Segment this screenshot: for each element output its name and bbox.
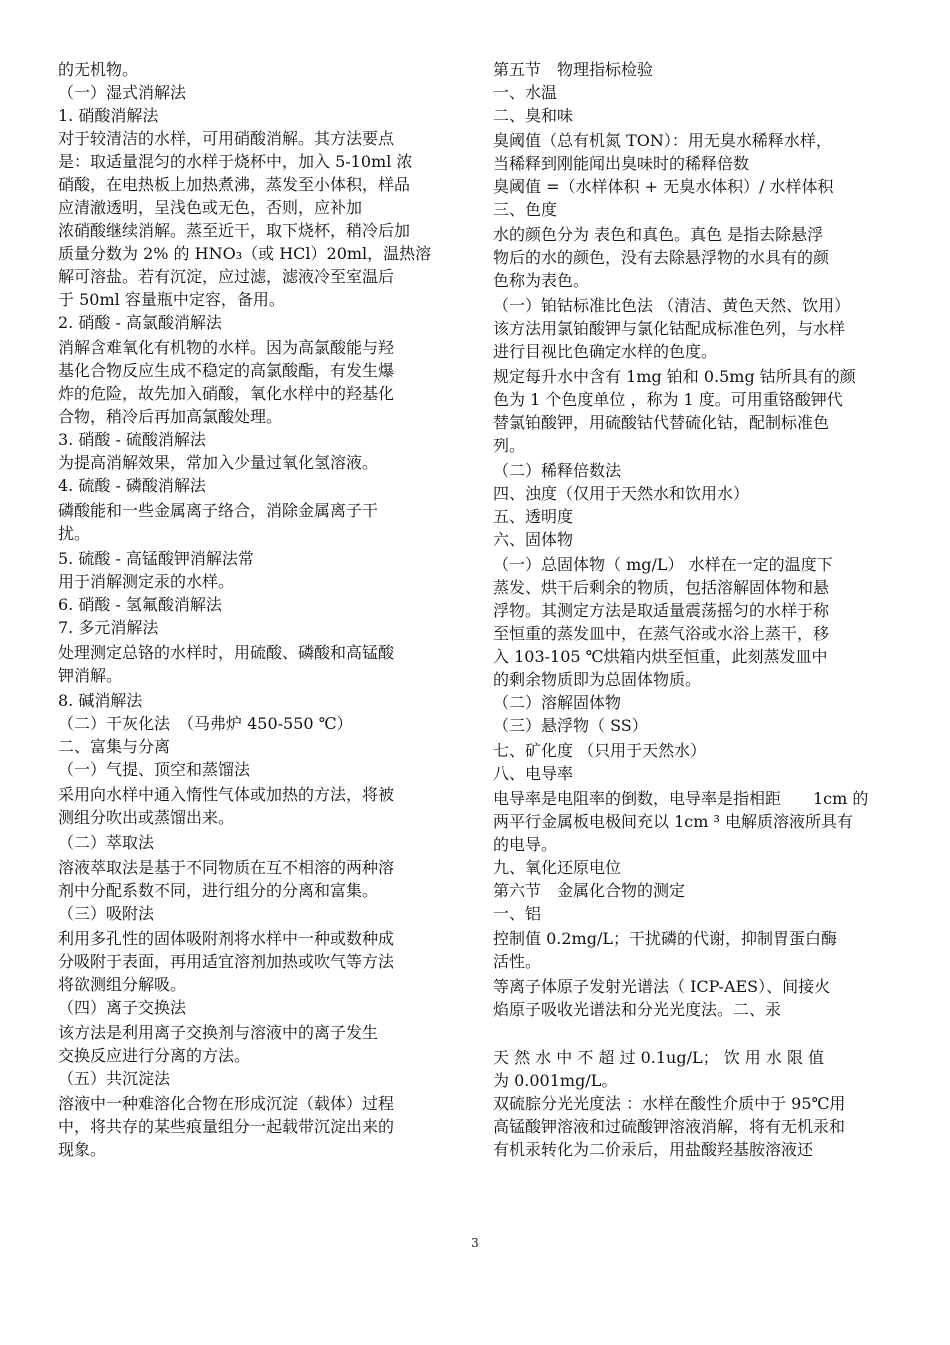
section-heading: （三）吸附法: [58, 904, 155, 923]
text-line: 分吸附于表面，再用适宜溶剂加热或吹气等方法: [58, 952, 395, 971]
text-line: 该方法是利用离子交换剂与溶液中的离子发生: [58, 1023, 379, 1042]
section-heading: 八、电导率: [493, 764, 574, 783]
section-heading: 二、富集与分离: [58, 737, 171, 756]
text-line: 当稀释到刚能闻出臭味时的稀释倍数: [493, 154, 750, 173]
text-line: 现象。: [58, 1140, 107, 1159]
text-line: 蒸发、烘干后剩余的物质，包括溶解固体物和悬: [493, 578, 830, 597]
text-line: 双硫腙分光光度法 ：水样在酸性介质中于 95℃用: [493, 1094, 846, 1113]
section-heading: 一、水温: [493, 83, 558, 102]
section-heading: 七、矿化度 （只用于天然水）: [493, 741, 707, 760]
subsection-heading: 8. 碱消解法: [58, 691, 143, 710]
text-line: 合物，稍冷后再加高氯酸处理。: [58, 407, 283, 426]
subsection-heading: 3. 硝酸 - 硫酸消解法: [58, 430, 206, 449]
section-heading: （五）共沉淀法: [58, 1069, 171, 1088]
text-line: 应清澈透明，呈浅色或无色，否则，应补加: [58, 198, 363, 217]
section-heading: （一）湿式消解法: [58, 83, 187, 102]
text-line: 磷酸能和一些金属离子络合，消除金属离子干: [58, 501, 379, 520]
section-heading: （一）气提、顶空和蒸馏法: [58, 760, 251, 779]
text-line: 的剩余物质即为总固体物质。: [493, 670, 702, 689]
text-line: 至恒重的蒸发皿中，在蒸气浴或水浴上蒸干，移: [493, 624, 830, 643]
subsection-heading: （二）溶解固体物: [493, 693, 622, 712]
text-line: 将欲测组分解吸。: [58, 975, 187, 994]
text-line: 入 103-105 ℃烘箱内烘至恒重，此刻蒸发皿中: [493, 647, 828, 666]
text-line: 用于消解测定汞的水样。: [58, 572, 235, 591]
text-line: 扰。: [58, 524, 91, 543]
text-line: （一）总固体物（ mg/L） 水样在一定的温度下: [493, 555, 833, 574]
text-line: 为提高消解效果，常加入少量过氧化氢溶液。: [58, 453, 379, 472]
subsection-heading: （二）稀释倍数法: [493, 461, 622, 480]
section-heading: 五、透明度: [493, 507, 574, 526]
section-heading: 二、臭和味: [493, 106, 574, 125]
text-line: 臭阈值 =（水样体积 + 无臭水体积）/ 水样体积: [493, 177, 834, 196]
text-line: 浮物。其测定方法是取适量震荡摇匀的水样于称: [493, 601, 830, 620]
text-line: 替氯铂酸钾，用硫酸钴代替硫化钴，配制标准色: [493, 413, 830, 432]
text-line: 中，将共存的某些痕量组分一起载带沉淀出来的: [58, 1117, 395, 1136]
subsection-heading: 7. 多元消解法: [58, 618, 159, 637]
text-line: 的无机物。: [58, 60, 139, 79]
text-line: 处理测定总铬的水样时，用硫酸、磷酸和高锰酸: [58, 643, 395, 662]
text-line: 活性。: [493, 952, 542, 971]
subsection-heading: 2. 硝酸 - 高氯酸消解法: [58, 313, 222, 332]
text-line: 该方法用氯铂酸钾与氯化钴配成标准色列，与水样: [493, 319, 846, 338]
text-line: 为 0.001mg/L。: [493, 1071, 618, 1090]
chapter-heading: 第五节 物理指标检验: [493, 60, 654, 79]
right-column: [493, 58, 893, 1161]
text-line: 色为 1 个色度单位 ，称为 1 度。可用重铬酸钾代: [493, 390, 843, 409]
page-number: 3: [471, 1236, 479, 1250]
section-heading: 一、铝: [493, 904, 542, 923]
text-line: 电导率是电阻率的倒数，电导率是指相距 1cm 的: [493, 789, 869, 808]
text-line: 规定每升水中含有 1mg 铂和 0.5mg 钴所具有的颜: [493, 367, 856, 386]
text-line: 对于较清洁的水样，可用硝酸消解。其方法要点: [58, 129, 395, 148]
text-line: 采用向水样中通入惰性气体或加热的方法，将被: [58, 785, 395, 804]
section-heading: 四、浊度（仅用于天然水和饮用水）: [493, 484, 750, 503]
text-line: 基化合物反应生成不稳定的高氯酸酯，有发生爆: [58, 361, 395, 380]
text-line: 是：取适量混匀的水样于烧杯中，加入 5-10ml 浓: [58, 152, 413, 171]
text-line: 进行目视比色确定水样的色度。: [493, 342, 718, 361]
blank-line: [493, 1021, 893, 1044]
text-line: 溶液中一种难溶化合物在形成沉淀（载体）过程: [58, 1094, 395, 1113]
subsection-heading: 5. 硫酸 - 高锰酸钾消解法常: [58, 549, 254, 568]
text-line: 溶液萃取法是基于不同物质在互不相溶的两种溶: [58, 858, 395, 877]
text-line: 炸的危险，故先加入硝酸，氧化水样中的羟基化: [58, 384, 395, 403]
text-line: 列。: [493, 436, 526, 455]
text-line: 臭阈值（总有机氮 TON）：用无臭水稀释水样，: [493, 131, 832, 150]
section-heading: （四）离子交换法: [58, 998, 187, 1017]
subsection-heading: 4. 硫酸 - 磷酸消解法: [58, 476, 206, 495]
text-line: 高锰酸钾溶液和过硫酸钾溶液消解，将有无机汞和: [493, 1117, 846, 1136]
subsection-heading: 6. 硝酸 - 氢氟酸消解法: [58, 595, 222, 614]
section-heading: （二）干灰化法 （马弗炉 450-550 ℃）: [58, 714, 353, 733]
text-line: 交换反应进行分离的方法。: [58, 1046, 251, 1065]
section-heading: 九、氧化还原电位: [493, 858, 622, 877]
subsection-heading: 1. 硝酸消解法: [58, 106, 159, 125]
text-line: 物后的水的颜色，没有去除悬浮物的水具有的颜: [493, 248, 830, 267]
text-line: 钾消解。: [58, 666, 123, 685]
text-line: 剂中分配系数不同，进行组分的分离和富集。: [58, 881, 379, 900]
section-heading: 三、色度: [493, 200, 558, 219]
text-line: 有机汞转化为二价汞后，用盐酸羟基胺溶液还: [493, 1140, 814, 1159]
text-line: 利用多孔性的固体吸附剂将水样中一种或数种成: [58, 929, 395, 948]
text-line: 解可溶盐。若有沉淀，应过滤，滤液冷至室温后: [58, 267, 395, 286]
text-line: 质量分数为 2% 的 HNO₃（或 HCl）20ml，温热溶: [58, 244, 432, 263]
text-line: 两平行金属板电极间充以 1cm ³ 电解质溶液所具有: [493, 812, 853, 831]
text-line: 硝酸，在电热板上加热煮沸，蒸发至小体积，样品: [58, 175, 411, 194]
text-line: 浓硝酸继续消解。蒸至近干，取下烧杯，稍冷后加: [58, 221, 411, 240]
subsection-heading: （三）悬浮物（ SS）: [493, 716, 648, 735]
section-heading: 六、固体物: [493, 530, 574, 549]
chapter-heading: 第六节 金属化合物的测定: [493, 881, 686, 900]
subsection-heading: （一）铂钴标准比色法 （清洁、黄色天然、饮用）: [493, 296, 851, 315]
text-line: 天 然 水 中 不 超 过 0.1ug/L； 饮 用 水 限 值: [493, 1048, 825, 1067]
text-line: 色称为表色。: [493, 271, 590, 290]
text-line: 水的颜色分为 表色和真色。真色 是指去除悬浮: [493, 225, 824, 244]
text-line: 的电导。: [493, 835, 558, 854]
section-heading: （二）萃取法: [58, 833, 155, 852]
text-line: 控制值 0.2mg/L；干扰磷的代谢，抑制胃蛋白酶: [493, 929, 837, 948]
left-column: [58, 58, 444, 1161]
text-line: 焰原子吸收光谱法和分光光度法。二、汞: [493, 1000, 782, 1019]
text-line: 测组分吹出或蒸馏出来。: [58, 808, 235, 827]
text-line: 等离子体原子发射光谱法（ ICP-AES）、间接火: [493, 977, 831, 996]
text-line: 于 50ml 容量瓶中定容，备用。: [58, 290, 285, 309]
text-line: 消解含难氧化有机物的水样。因为高氯酸能与羟: [58, 338, 395, 357]
